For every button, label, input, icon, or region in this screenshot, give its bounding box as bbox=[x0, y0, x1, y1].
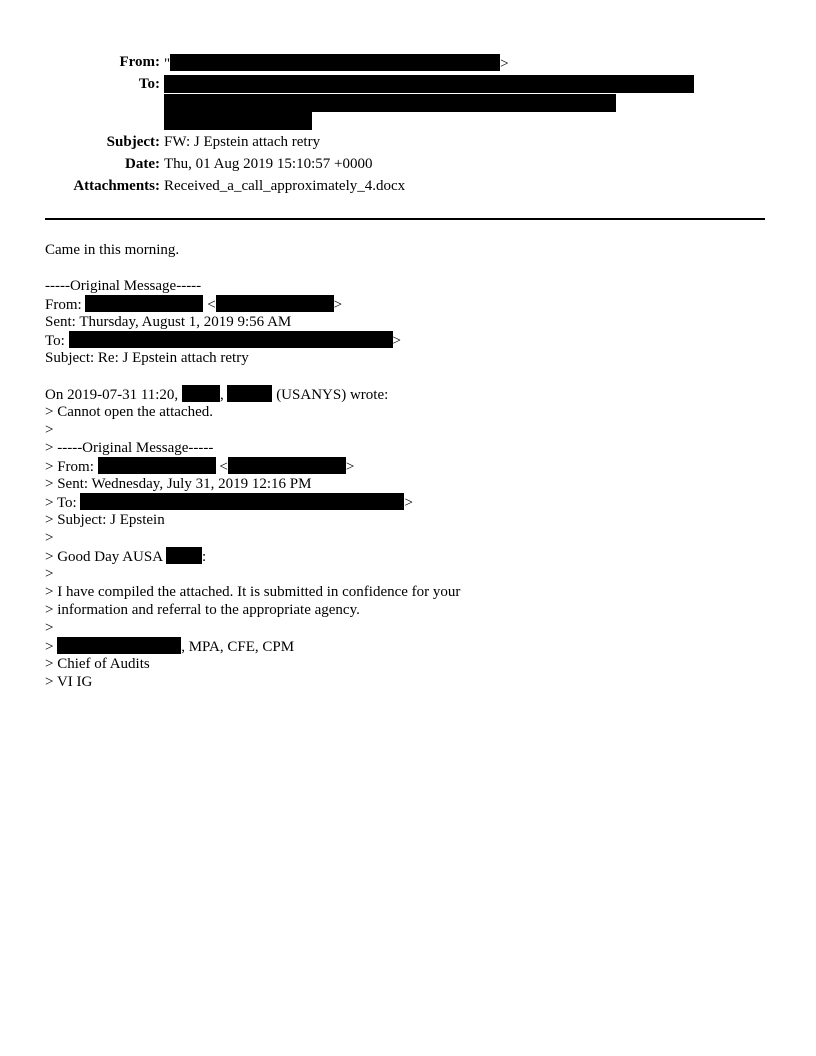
intro-text: Came in this morning. bbox=[45, 242, 180, 258]
quoted-paragraph-line: > information and referral to the appropriate agency. bbox=[45, 602, 360, 618]
angle-close: > bbox=[392, 333, 402, 349]
angle-close: > bbox=[345, 459, 355, 475]
redaction-block bbox=[164, 94, 616, 112]
date-label: Date: bbox=[125, 156, 160, 172]
greeting-suffix: : bbox=[201, 549, 207, 565]
redaction-block bbox=[69, 331, 393, 348]
greeting-prefix: > Good Day AUSA bbox=[45, 549, 163, 565]
signature-credentials: , MPA, CFE, CPM bbox=[181, 639, 295, 655]
quoted-blank-line: > bbox=[45, 566, 54, 582]
quoted-greeting-line bbox=[45, 547, 206, 566]
subject-value: FW: J Epstein attach retry bbox=[164, 134, 321, 150]
redaction-block bbox=[57, 637, 181, 654]
orig-from-label: From: bbox=[45, 297, 82, 313]
quoted-blank-line: > bbox=[45, 620, 54, 636]
redaction-block bbox=[164, 75, 694, 93]
orig-to-label: To: bbox=[45, 333, 65, 349]
orig-sent-line: Sent: Thursday, August 1, 2019 9:56 AM bbox=[45, 314, 292, 330]
orig-from-line bbox=[45, 295, 342, 314]
quoted-to-label: > To: bbox=[45, 495, 77, 511]
quoted-paragraph-line: > I have compiled the attached. It is submitted in confidence for your bbox=[45, 584, 461, 600]
quoted-to-line bbox=[45, 493, 413, 512]
quoted-subject-line: > Subject: J Epstein bbox=[45, 512, 165, 528]
redaction-block bbox=[228, 457, 346, 474]
redaction-block bbox=[98, 457, 216, 474]
quoted-blank-line: > bbox=[45, 530, 54, 546]
wrote-prefix: On 2019-07-31 11:20, bbox=[45, 387, 179, 403]
signature-prefix: > bbox=[45, 639, 54, 655]
wrote-line bbox=[45, 385, 388, 404]
quoted-from-label: > From: bbox=[45, 459, 94, 475]
from-prefix: " bbox=[164, 56, 171, 72]
wrote-suffix: (USANYS) wrote: bbox=[276, 387, 389, 403]
redaction-block bbox=[216, 295, 334, 312]
angle-open: < bbox=[207, 297, 216, 313]
quoted-org-line: > VI IG bbox=[45, 674, 93, 690]
orig-subject-line: Subject: Re: J Epstein attach retry bbox=[45, 350, 249, 366]
quoted-from-line bbox=[45, 457, 354, 476]
from-suffix: > bbox=[500, 56, 509, 72]
comma: , bbox=[219, 387, 224, 403]
quoted-original-marker: > -----Original Message----- bbox=[45, 440, 214, 456]
quoted-title-line: > Chief of Audits bbox=[45, 656, 150, 672]
orig-to-line bbox=[45, 331, 401, 350]
attachment-filename[interactable]: Received_a_call_approximately_4.docx bbox=[164, 178, 406, 194]
attachments-label: Attachments: bbox=[73, 178, 160, 194]
quoted-signature-line bbox=[45, 637, 294, 656]
redaction-block bbox=[166, 547, 202, 564]
to-label: To: bbox=[138, 76, 160, 92]
redaction-block bbox=[170, 54, 500, 71]
original-message-marker: -----Original Message----- bbox=[45, 278, 202, 294]
quoted-sent-line: > Sent: Wednesday, July 31, 2019 12:16 PM bbox=[45, 476, 312, 492]
redaction-block bbox=[227, 385, 272, 402]
subject-label: Subject: bbox=[106, 134, 160, 150]
redaction-block bbox=[182, 385, 220, 402]
from-value bbox=[164, 54, 509, 73]
quoted-blank-line: > bbox=[45, 422, 54, 438]
angle-close: > bbox=[333, 297, 343, 313]
redaction-block bbox=[85, 295, 203, 312]
date-value: Thu, 01 Aug 2019 15:10:57 +0000 bbox=[164, 156, 373, 172]
redaction-block bbox=[164, 112, 312, 130]
quoted-line: > Cannot open the attached. bbox=[45, 404, 213, 420]
from-label: From: bbox=[119, 54, 160, 70]
redaction-block bbox=[80, 493, 404, 510]
header-divider bbox=[45, 218, 765, 220]
angle-close: > bbox=[404, 495, 413, 511]
angle-open: < bbox=[219, 459, 228, 475]
